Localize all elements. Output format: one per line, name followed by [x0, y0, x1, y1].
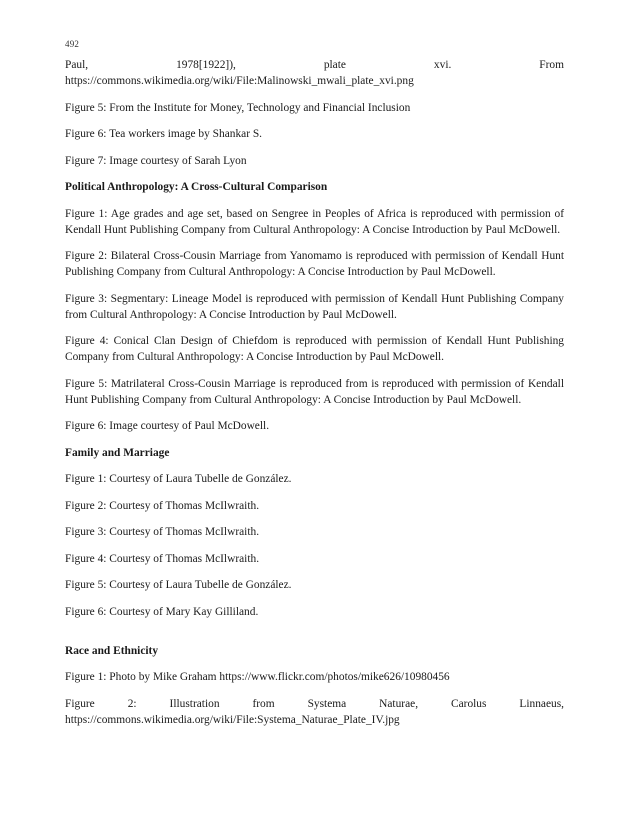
credit-item: Figure 5: From the Institute for Money, Technology and Financial Inclusion — [65, 101, 411, 114]
credit-item: Figure 1: Photo by Mike Graham https://www.flickr.com/photos/mike626/10980456 — [65, 671, 450, 683]
section-heading-family-and-marriage: Family and Marriage — [65, 446, 170, 459]
credit-item: Figure 3: Courtesy of Thomas McIlwraith. — [65, 526, 260, 538]
section-heading-race-and-ethnicity: Race and Ethnicity — [65, 644, 159, 657]
credit-item: Figure 3: Segmentary: Lineage Model is reproduced with permission of Kendall Hunt Publishing Company from Cultural Anthropology: A Concise Introduction by Paul McDowell. — [65, 292, 564, 321]
credit-item: Figure 1: Courtesy of Laura Tubelle de González. — [65, 473, 292, 485]
credit-item: Figure 5: Matrilateral Cross-Cousin Marriage is reproduced from is reproduced with permission of Kendall Hunt Publishing Company from Cultural Anthropology: A Concise Introduction by Paul McDowell. — [65, 377, 564, 406]
credit-item: Figure 2: Bilateral Cross-Cousin Marriage from Yanomamo is reproduced with permission of Kendall Hunt Publishing Company from Cultural Anthropology: A Concise Introduction by Paul McDowell. — [65, 250, 564, 278]
credit-item: Figure 2: Illustration from Systema Naturae, Carolus Linnaeus, https://commons.wikimedia.org/wiki/File:Systema_Naturae_Plate_IV.jpg — [65, 697, 564, 726]
credit-item: Figure 2: Courtesy of Thomas McIlwraith. — [65, 499, 260, 512]
credit-item: Figure 6: Image courtesy of Paul McDowell. — [65, 420, 270, 432]
continuation-paragraph: Paul, 1978[1922]), plate xvi. From https://commons.wikimedia.org/wiki/File:Malinowski_mwali_plate_xvi.png — [65, 59, 564, 87]
credit-item: Figure 4: Courtesy of Thomas McIlwraith. — [65, 552, 260, 565]
section-heading-political-anthropology: Political Anthropology: A Cross-Cultural Comparison — [65, 181, 328, 193]
credit-item: Figure 5: Courtesy of Laura Tubelle de González. — [65, 579, 292, 591]
page-number: 492 — [65, 39, 80, 49]
credit-item: Figure 6: Tea workers image by Shankar S. — [65, 128, 263, 140]
credit-item: Figure 6: Courtesy of Mary Kay Gilliland. — [65, 605, 259, 618]
credit-item: Figure 7: Image courtesy of Sarah Lyon — [65, 154, 247, 167]
credit-item: Figure 4: Conical Clan Design of Chiefdom is reproduced with permission of Kendall Hunt Publishing Company from Cultural Anthropology: A Concise Introduction by Paul McDowell. — [65, 335, 564, 363]
credit-item: Figure 1: Age grades and age set, based on Sengree in Peoples of Africa is reproduced with permission of Kendall Hunt Publishing Company from Cultural Anthropology: A Concise Introduction by Paul McDowell. — [65, 207, 564, 236]
credits-content — [65, 57, 564, 738]
